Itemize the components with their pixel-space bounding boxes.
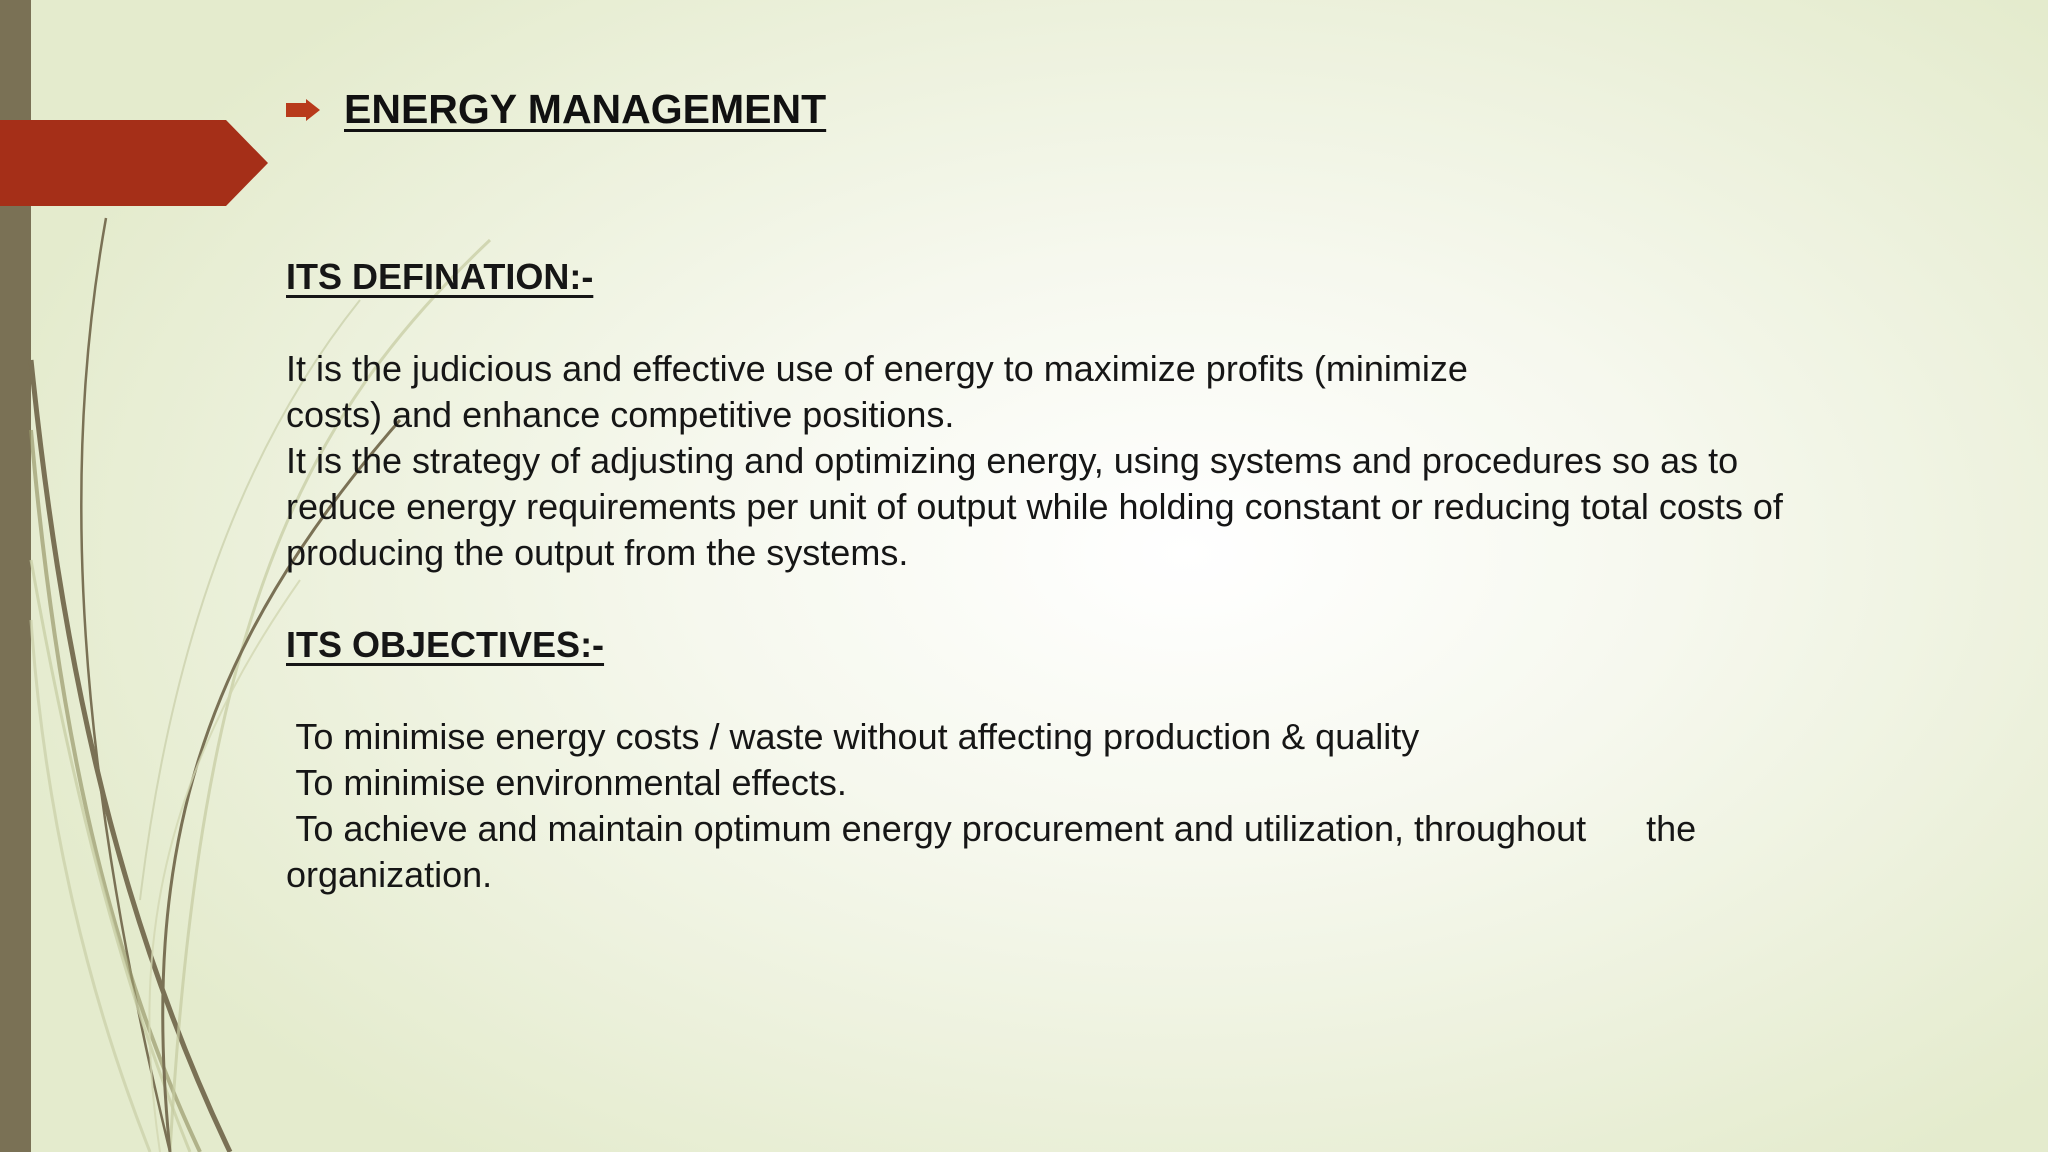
definition-line: It is the strategy of adjusting and optimizing energy, using systems and procedures so as to [286, 440, 1739, 481]
slide-body [286, 254, 1926, 898]
red-arrow-banner [0, 120, 270, 206]
objective-line: To minimise environmental effects. [286, 762, 847, 803]
objective-line: organization. [286, 854, 493, 895]
arrow-bullet-icon [286, 99, 320, 121]
definition-line: costs) and enhance competitive positions. [286, 394, 955, 435]
definition-heading: ITS DEFINATION:- [286, 256, 594, 297]
spacer [286, 300, 1926, 346]
definition-line: It is the judicious and effective use of energy to maximize profits (minimize [286, 348, 1468, 389]
page-title: ENERGY MANAGEMENT [344, 86, 827, 132]
objectives-heading: ITS OBJECTIVES:- [286, 624, 605, 665]
definition-line: reduce energy requirements per unit of output while holding constant or reducing total costs of [286, 486, 1783, 527]
objective-line: To achieve and maintain optimum energy procurement and utilization, throughout the [286, 808, 1697, 849]
definition-line: producing the output from the systems. [286, 532, 909, 573]
objective-line: To minimise energy costs / waste without affecting production & quality [286, 716, 1420, 757]
spacer [286, 576, 1926, 622]
spacer [286, 668, 1926, 714]
title-row [286, 86, 826, 133]
